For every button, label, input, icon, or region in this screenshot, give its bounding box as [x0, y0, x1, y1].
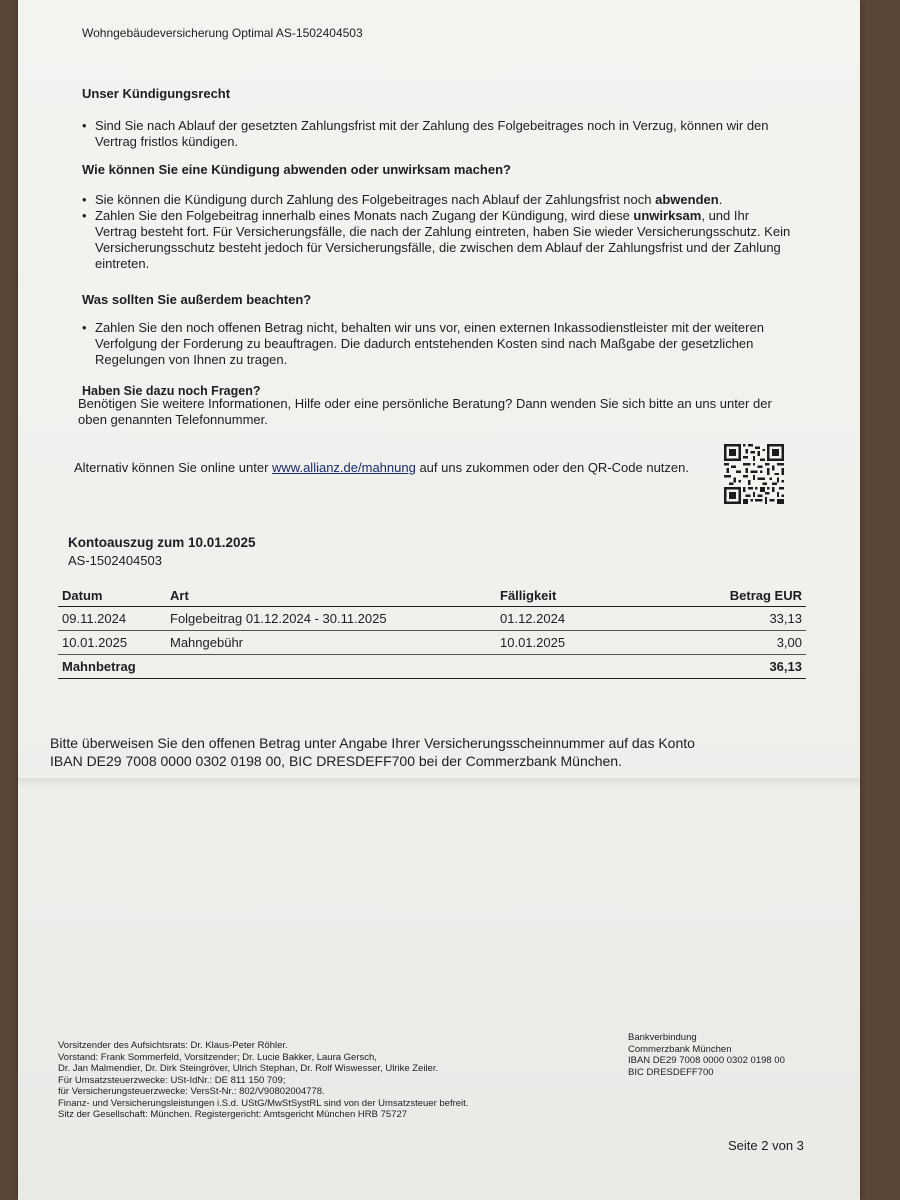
transfer-line-1: Bitte überweisen Sie den offenen Betrag unter Angabe Ihrer Versicherungsscheinnummer auf das Konto: [50, 735, 695, 751]
online-contact-text: Alternativ können Sie online unter www.allianz.de/mahnung auf uns zukommen oder den QR-Code nutzen.: [74, 460, 689, 475]
statement-contract-number: AS-1502404503: [68, 553, 162, 568]
qr-code-icon[interactable]: [722, 444, 786, 504]
further-notes-list: [82, 320, 782, 368]
avert-cancellation-list: [82, 192, 794, 272]
col-date: Datum: [58, 585, 166, 607]
heading-questions: Haben Sie dazu noch Fragen?: [82, 384, 261, 398]
page-number: Seite 2 von 3: [728, 1138, 804, 1153]
statement-table: [58, 585, 806, 679]
list-item: • Sie können die Kündigung durch Zahlung des Folgebeitrages nach Ablauf der Zahlungsfrist noch abwenden.: [82, 192, 794, 208]
transfer-line-2: IBAN DE29 7008 0000 0302 0198 00, BIC DRESDEFF700 bei der Commerzbank München.: [50, 753, 622, 769]
col-due: Fälligkeit: [496, 585, 666, 607]
list-item: • Zahlen Sie den Folgebeitrag innerhalb eines Monats nach Zugang der Kündigung, wird diese unwirksam, und Ihr Vertrag besteht fort. Für Versicherungsfälle, die nach der Zahlung eintreten, haben Sie wieder Versicherungsschutz. Kein Versicherungsschutz besteht jedoch für Versicherungsfälle, die zwischen dem Ablauf der Zahlungsfrist und der Zahlung eintreten.: [82, 208, 794, 272]
heading-further-notes: Was sollten Sie außerdem beachten?: [82, 292, 312, 307]
col-type: Art: [166, 585, 496, 607]
col-amount: Betrag EUR: [666, 585, 806, 607]
heading-avert-cancellation: Wie können Sie eine Kündigung abwenden oder unwirksam machen?: [82, 162, 511, 177]
questions-text: Benötigen Sie weitere Informationen, Hilfe oder eine persönliche Beratung? Dann wenden Sie sich bitte an uns unter der oben genannten Telefonnummer.: [78, 396, 772, 427]
footer-legal: Vorsitzender des Aufsichtsrats: Dr. Klaus-Peter Röhler. Vorstand: Frank Sommerfeld, Vorsitzender; Dr. Lucie Bakker, Laura Gersch, Dr. Jan Malmendier, Dr. Dirk Steingröver, Ulrich Stephan, Dr. Rolf Wiswesser, Ulrike Zeiler. Für Umsatzsteuerzwecke: USt-IdNr.: DE 811 150 709; für Versicherungsteuerzwecke: VersSt-Nr.: 802/V90802004778. Finanz- und Versicherungsleistungen i.S.d. UStG/MwStSystRL sind von der Umsatzsteuer befreit. Sitz der Gesellschaft: München. Registergericht: Amtsgericht München HRB 75727: [58, 1040, 469, 1120]
cancellation-right-list: [82, 118, 782, 150]
list-item: • Zahlen Sie den noch offenen Betrag nicht, behalten wir uns vor, einen externen Inkassodienstleister mit der weiteren Verfolgung der Forderung zu beauftragen. Die dadurch entstehenden Kosten sind nach Maßgabe der gesetzlichen Regelungen von Ihnen zu tragen.: [82, 320, 782, 368]
list-item: • Sind Sie nach Ablauf der gesetzten Zahlungsfrist mit der Zahlung des Folgebeitrages noch in Verzug, können wir den Vertrag fristlos kündigen.: [82, 118, 782, 150]
paper-fold: [18, 778, 860, 788]
table-header-row: [58, 585, 806, 607]
letter-page: [18, 0, 860, 1200]
total-row: [58, 655, 806, 679]
footer-bank: Bankverbindung Commerzbank München IBAN DE29 7008 0000 0302 0198 00 BIC DRESDEFF700: [628, 1032, 785, 1078]
table-row: 10.01.2025 Mahngebühr 10.01.2025 3,00: [58, 631, 806, 655]
table-row: 09.11.2024 Folgebeitrag 01.12.2024 - 30.11.2025 01.12.2024 33,13: [58, 607, 806, 631]
allianz-mahnung-link[interactable]: www.allianz.de/mahnung: [272, 460, 416, 475]
statement-title: Kontoauszug zum 10.01.2025: [68, 535, 256, 550]
heading-cancellation-right: Unser Kündigungsrecht: [82, 86, 231, 101]
header-reference: Wohngebäudeversicherung Optimal AS-1502404503: [82, 26, 363, 40]
transfer-instructions: [50, 734, 830, 770]
total-amount: 36,13: [666, 655, 806, 679]
total-label: Mahnbetrag: [58, 655, 666, 679]
